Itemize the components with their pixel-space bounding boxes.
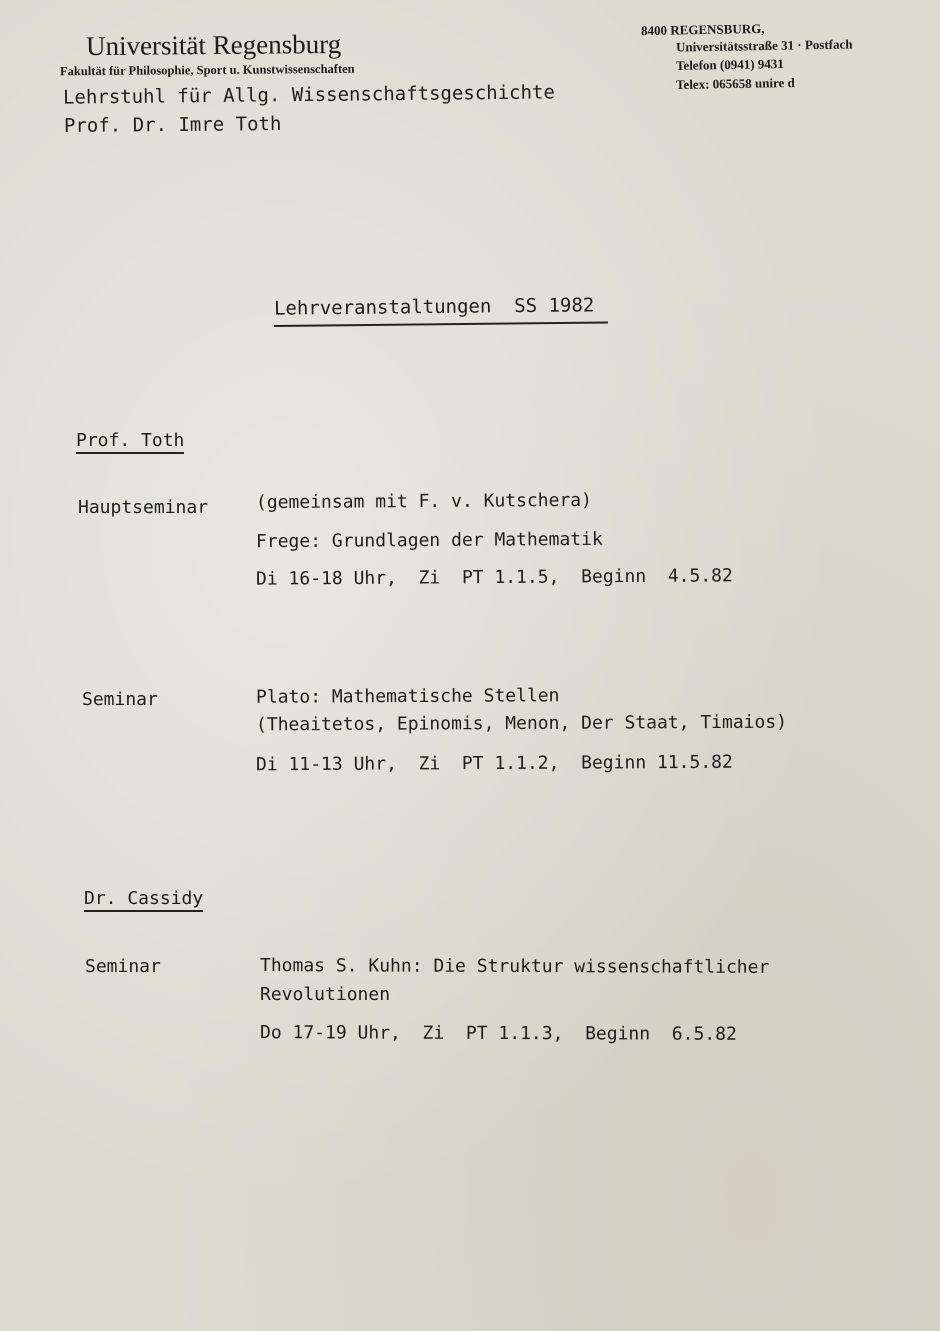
course-type: Hauptseminar [78,497,209,518]
course-schedule: Di 11-13 Uhr, Zi PT 1.1.2, Beginn 11.5.82 [255,751,733,776]
course-type: Seminar [85,956,161,977]
chair-name: Lehrstuhl für Allg. Wissenschaftsgeschichte [62,81,555,109]
page-title: Lehrveranstaltungen SS 1982 [273,294,595,320]
address-telex: Telex: 065658 unire d [675,74,795,93]
address-city: 8400 REGENSBURG, [640,20,765,39]
course-line: Frege: Grundlagen der Mathematik [255,528,603,553]
lecturer-heading: Dr. Cassidy [84,888,203,912]
professor-name: Prof. Dr. Imre Toth [63,113,282,137]
address-phone: Telefon (0941) 9431 [675,56,784,73]
course-line: Thomas S. Kuhn: Die Struktur wissenschaftlicher [259,955,770,978]
course-line: Revolutionen [260,984,391,1005]
address-street: Universitätsstraße 31 · Postfach [675,36,853,55]
course-schedule: Di 16-18 Uhr, Zi PT 1.1.5, Beginn 4.5.82 [255,565,733,590]
course-type: Seminar [82,689,158,710]
faculty-name: Fakultät für Philosophie, Sport u. Kunstwissenschaften [59,61,355,79]
title-underline [274,322,608,327]
course-schedule: Do 17-19 Uhr, Zi PT 1.1.3, Beginn 6.5.82 [259,1022,737,1045]
course-line: (Theaitetos, Epinomis, Menon, Der Staat, Timaios) [255,711,788,736]
university-name: Universität Regensburg [85,28,342,62]
course-line: (gemeinsam mit F. v. Kutschera) [255,489,593,514]
lecturer-heading: Prof. Toth [76,430,184,454]
course-line: Plato: Mathematische Stellen [255,685,560,708]
